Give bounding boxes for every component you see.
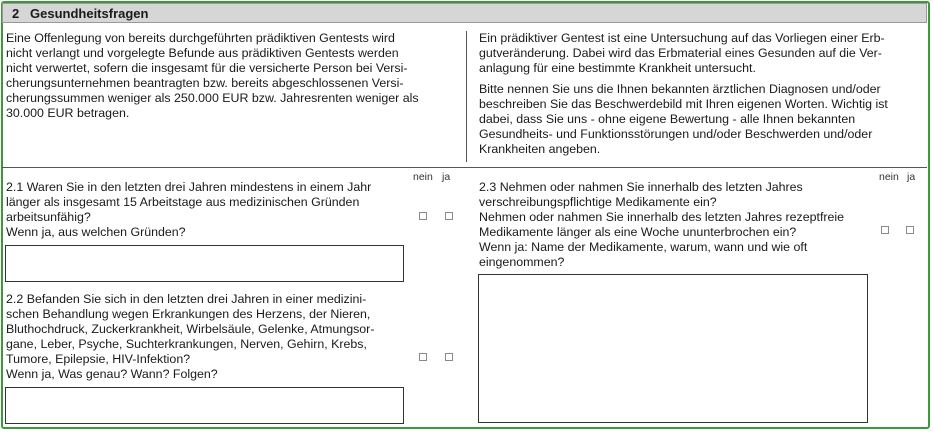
yes-column-header: ja	[442, 171, 451, 183]
section-header	[2, 3, 927, 23]
question-text: Waren Sie in den letzten drei Jahren mindestens in einem Jahr länger als insgesamt 15 Arbeitstage aus medizinischen Gründen arbeitsunfähig? Wenn ja, aus welchen Gründen?	[6, 180, 372, 239]
section-title: Gesundheitsfragen	[30, 6, 149, 21]
question-number: 2.3	[479, 180, 497, 194]
intro-gentest-disclosure: Eine Offenlegung von bereits durchgeführten prädiktiven Gentests wird nicht verlangt und vorgelegte Befunde aus prädiktiven Gentests werden nicht verwertet, sofern die insgesamt für die versicherte Person bei Versi- cherungsunternehmen beantragten bzw. bereits abgeschlossenen Versi- cherungssummen weniger als 250.000 EUR bzw. Jahresrenten weniger als 30.000 EUR betragen.	[6, 31, 419, 120]
intro-column-divider	[466, 31, 467, 162]
yes-column-header: ja	[907, 171, 916, 183]
question-2-2-answer-field[interactable]	[5, 387, 404, 424]
question-2-3-answer-field[interactable]	[478, 274, 868, 423]
question-2-2-no-checkbox[interactable]	[419, 353, 427, 361]
intro-gentest-definition: Ein prädiktiver Gentest ist eine Untersuchung auf das Vorliegen einer Erb- gutveränderung. Dabei wird das Erbmaterial eines Gesunden auf die Ver- anlagung für eine bestimmte Krankheit untersucht.	[479, 31, 885, 75]
question-2-3-yes-checkbox[interactable]	[906, 226, 914, 234]
no-column-header: nein	[413, 171, 433, 183]
section-number: 2	[12, 6, 20, 21]
question-number: 2.2	[6, 292, 24, 306]
question-2-3	[479, 180, 879, 270]
question-2-2-yes-checkbox[interactable]	[445, 353, 453, 361]
question-2-1	[6, 180, 406, 240]
intro-questions-divider	[2, 167, 927, 168]
question-2-1-answer-field[interactable]	[5, 245, 404, 282]
question-2-1-yes-checkbox[interactable]	[445, 212, 453, 220]
question-text: Nehmen oder nahmen Sie innerhalb des letzten Jahres verschreibungspflichtige Medikamente ein? Nehmen oder nahmen Sie innerhalb des letzten Jahres rezeptfreie Medikamente länger als eine Woche ununterbrochen ein? Wenn ja: Name der Medikamente, warum, wann und wie oft eingenommen?	[479, 180, 845, 269]
question-number: 2.1	[6, 180, 24, 194]
intro-diagnosis-instructions: Bitte nennen Sie uns die Ihnen bekannten ärztlichen Diagnosen und/oder beschreiben Sie das Beschwerdebild mit Ihren eigenen Worten. Wichtig ist dabei, dass Sie uns - ohne eigene Bewertung - alle Ihnen bekannten Gesundheits- und Funktionsstörungen und/oder Beschwerden und/oder Krankheiten angeben.	[479, 82, 888, 156]
no-column-header: nein	[879, 171, 899, 183]
question-2-1-no-checkbox[interactable]	[419, 212, 427, 220]
question-text: Befanden Sie sich in den letzten drei Jahren in einer medizini- schen Behandlung wegen Erkrankungen des Herzens, der Nieren, Bluthochdruck, Zuckerkrankheit, Wirbelsäule, Gelenke, Atmungsor- gane, Leber, Psyche, Suchterkrankungen, Nerven, Gehirn, Krebs, Tumore, Epilepsie, HIV-Infektion? Wenn ja, Was genau? Wann? Folgen?	[6, 292, 375, 381]
question-2-3-no-checkbox[interactable]	[881, 226, 889, 234]
question-2-2	[6, 292, 406, 382]
